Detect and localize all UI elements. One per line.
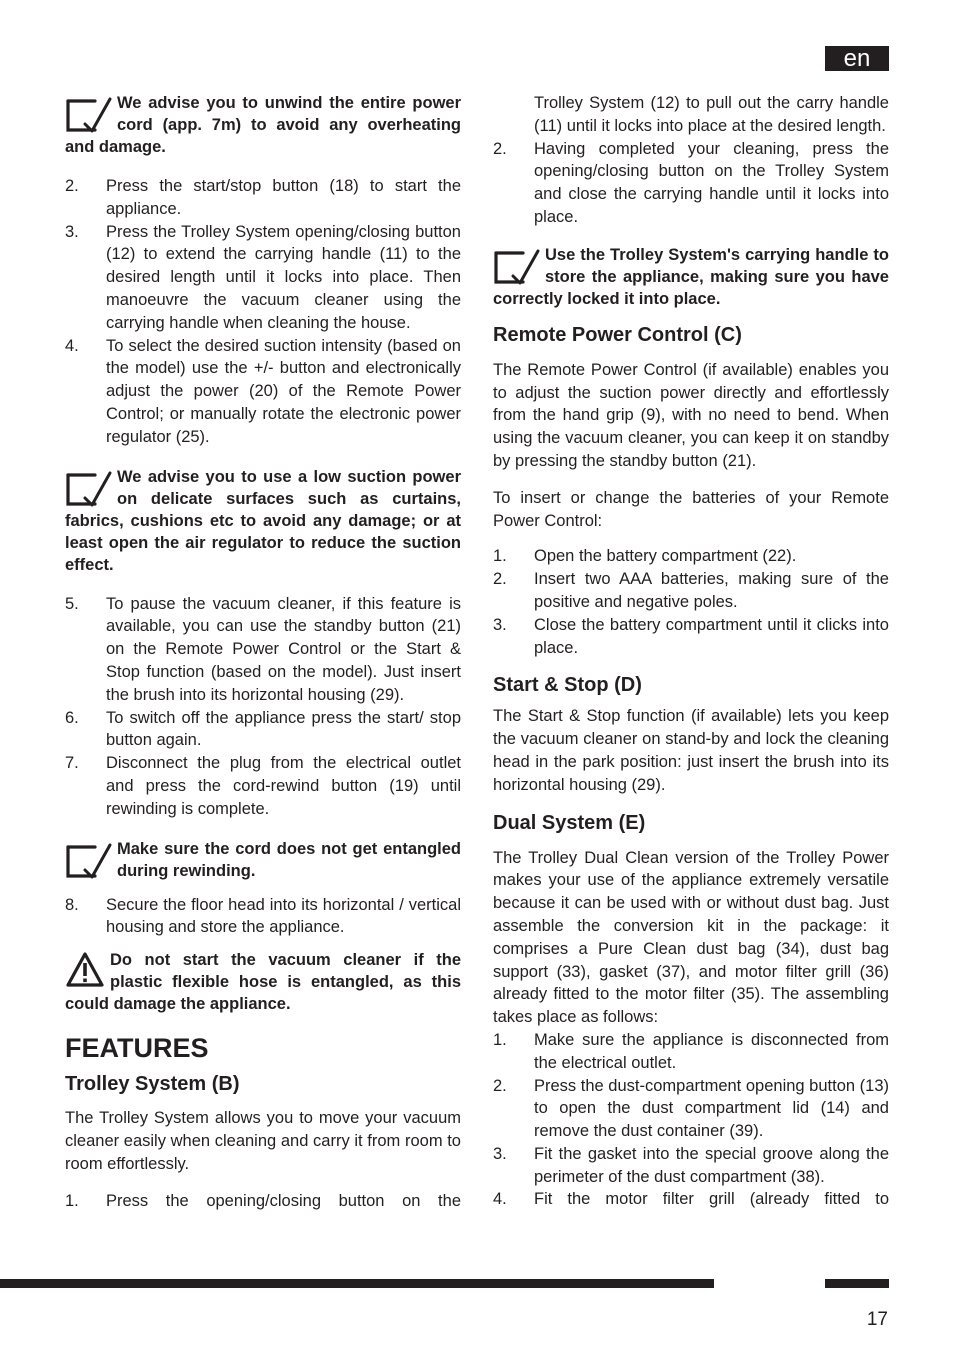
list-item: 2. Press the dust-compartment opening button (13) to open the dust compartment lid (14) and remove the dust container (39).: [493, 1076, 889, 1141]
start-stop-heading: Start & Stop (D): [493, 674, 642, 697]
list-item: 2. Press the start/stop button (18) to start the appliance.: [65, 177, 461, 218]
list-item: Trolley System (12) to pull out the carry handle (11) until it locks into place at the desired length.: [534, 94, 889, 135]
footer-rule-right: [825, 1279, 889, 1288]
list-item: 6. To switch off the appliance press the start/ stop button again.: [65, 708, 461, 750]
checkmark-note-icon: [65, 92, 117, 136]
note-low-suction: We advise you to use a low suction power on delicate surfaces such as curtains, fabrics, cushions etc to avoid any damage; or at least open the air regulator to reduce the suction effect.: [65, 467, 461, 574]
checkmark-note-icon: [493, 244, 545, 288]
list-item: 1. Press the opening/closing button on the: [65, 1191, 461, 1210]
list-item: 3. Press the Trolley System opening/closing button (12) to extend the carrying handle (11) to the desired length until it locks into place. Then manoeuvre the vacuum cleaner using the carrying handle when cleaning the house.: [65, 222, 461, 332]
remote-power-control-text: The Remote Power Control (if available) enables you to adjust the suction power directly and effortlessly from the hand grip (9), with no need to bend. When using the vacuum cleaner, you can keep it on standby by pressing the standby button (21).: [493, 360, 889, 470]
checkmark-note-icon: [65, 838, 117, 882]
list-item: 2. Insert two AAA batteries, making sure of the positive and negative poles.: [493, 570, 889, 611]
list-item: 5. To pause the vacuum cleaner, if this feature is available, you can use the standby button (21) on the Remote Power Control or the Start & Stop function (based on the model). Just insert the brush into its horizontal housing (29).: [65, 594, 461, 704]
steps-list-c: [65, 894, 461, 940]
left-column: [65, 92, 461, 1212]
note-cord: Make sure the cord does not get entangled during rewinding.: [65, 838, 461, 882]
list-item: 2. Having completed your cleaning, press the opening/closing button on the Trolley System and close the carrying handle until it locks into place.: [493, 139, 889, 226]
steps-list-d: [65, 1190, 461, 1213]
list-item: 8. Secure the floor head into its horizontal / vertical housing and store the appliance.: [65, 895, 461, 937]
steps-list-f: [493, 1029, 889, 1211]
footer-rule-left: [0, 1279, 714, 1288]
page-number: 17: [866, 1309, 888, 1330]
dual-system-text: The Trolley Dual Clean version of the Trolley Power makes your use of the appliance extremely versatile because it can be used with or without dust bag. Just assemble the conversion kit in the package: it comprises a Pure Clean dust bag (34), dust bag support (33), gasket (37), and motor filter grill (36) already fitted to the motor filter (35). The assembling takes place as follows:: [493, 848, 889, 1027]
list-item: 3. Fit the gasket into the special groove along the perimeter of the dust compartment (38).: [493, 1144, 889, 1186]
list-item: 3. Close the battery compartment until it clicks into place.: [493, 615, 889, 657]
steps-list-b: [65, 593, 461, 821]
dual-system-heading: Dual System (E): [493, 811, 646, 834]
list-item: 7. Disconnect the plug from the electrical outlet and press the cord-rewind button (19) until rewinding is complete.: [65, 754, 461, 818]
list-item: 1. Open the battery compartment (22).: [493, 547, 797, 566]
note-unwind: We advise you to unwind the entire power cord (app. 7m) to avoid any overheating and damage.: [65, 94, 461, 156]
warning-triangle-icon: [65, 949, 110, 993]
right-column: [493, 92, 889, 1211]
checkmark-note-icon: [65, 466, 117, 510]
start-stop-text: The Start & Stop function (if available) lets you keep the vacuum cleaner on stand-by and lock the cleaning head in the park position: just insert the brush into its horizontal housing (29).: [493, 707, 889, 794]
language-tab: en: [825, 46, 889, 71]
steps-list-e: [493, 545, 889, 659]
trolley-system-heading: Trolley System (B): [65, 1073, 240, 1096]
remote-power-control-heading: Remote Power Control (C): [493, 323, 742, 346]
list-item: 4. Fit the motor filter grill (already fitted to: [493, 1190, 889, 1209]
note-trolley-storage: Use the Trolley System's carrying handle to store the appliance, making sure you have correctly locked it into place.: [493, 245, 889, 308]
steps-list-d-continued: [493, 92, 889, 229]
remote-batteries-intro: To insert or change the batteries of your Remote Power Control:: [493, 488, 889, 530]
warning-note: Do not start the vacuum cleaner if the plastic flexible hose is entangled, as this could damage the appliance.: [65, 951, 461, 1014]
steps-list-a: [65, 175, 461, 449]
list-item: 1. Make sure the appliance is disconnected from the electrical outlet.: [493, 1030, 889, 1072]
trolley-system-text: The Trolley System allows you to move your vacuum cleaner easily when cleaning and carry it from room to room effortlessly.: [65, 1109, 461, 1173]
list-item: 4. To select the desired suction intensity (based on the model) use the +/- button and electronically adjust the power (20) of the Remote Power Control; or manually rotate the electronic power regulator (25).: [65, 336, 461, 446]
features-heading: FEATURES: [65, 1033, 209, 1064]
